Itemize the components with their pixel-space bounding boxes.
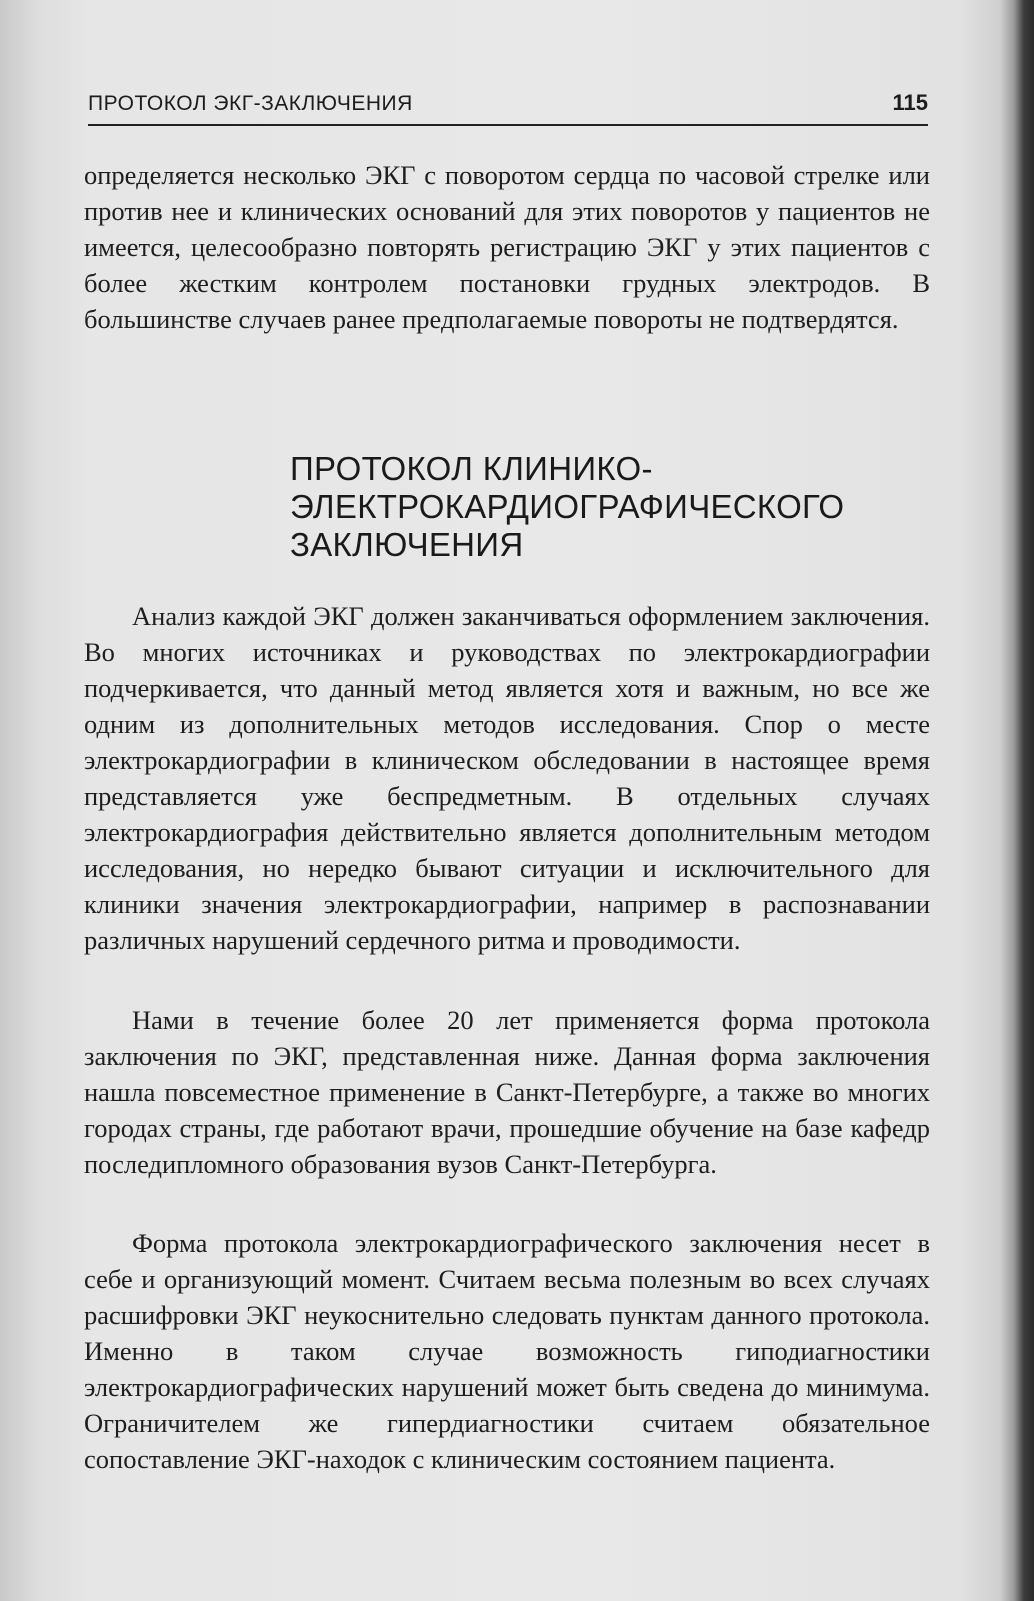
section-heading-line-2: ЭЛЕКТРОКАРДИОГРАФИЧЕСКОГО — [290, 488, 845, 525]
running-header — [88, 90, 928, 126]
paragraph-1: Анализ каждой ЭКГ должен заканчиваться оформлением заключения. Во многих источниках и руководствах по электрокардиографии подчеркивается, что данный метод является хотя и важным, но все же одним из дополнительных методов исследования. Спор о месте электрокардиографии в клиническом обследовании в настоящее время представляется уже беспредметным. В отдельных случаях электрокардиография действительно является дополнительным методом исследования, но нередко бывают ситуации и исключительного для клиники значения электрокардиографии, например в распознавании различных нарушений сердечного ритма и проводимости. — [84, 601, 930, 955]
paragraph-3-block — [84, 1225, 930, 1477]
paragraph-1-block — [84, 598, 930, 958]
intro-paragraph-block — [84, 157, 930, 337]
section-heading-line-3: ЗАКЛЮЧЕНИЯ — [290, 526, 524, 563]
page-number: 115 — [892, 90, 928, 115]
section-heading-line-1: ПРОТОКОЛ КЛИНИКО- — [290, 450, 653, 487]
paragraph-2: Нами в течение более 20 лет применяется форма протокола заключения по ЭКГ, представленная ниже. Данная форма заключения нашла повсеместное применение в Санкт-Петербурге, а также во многих городах страны, где работают врачи, прошедшие обучение на базе кафедр последипломного образования вузов Санкт-Петербурга. — [84, 1005, 930, 1179]
paragraph-3: Форма протокола электрокардиографического заключения несет в себе и организующий момент. Считаем весьма полезным во всех случаях расшифровки ЭКГ неукоснительно следовать пунктам данного протокола. Именно в таком случае возможность гиподиагностики электрокардиографических нарушений может быть сведена до минимума. Ограничителем же гипердиагностики считаем обязательное сопоставление ЭКГ-находок с клиническим состоянием пациента. — [84, 1228, 930, 1474]
intro-paragraph: определяется несколько ЭКГ с поворотом сердца по часовой стрелке или против нее и клинических оснований для этих поворотов у пациентов не имеется, целесообразно повторять регистрацию ЭКГ у этих пациентов с более жестким контролем постановки грудных электродов. В большинстве случаев ранее предполагаемые повороты не подтвердятся. — [84, 160, 930, 334]
running-header-title: ПРОТОКОЛ ЭКГ-ЗАКЛЮЧЕНИЯ — [88, 92, 413, 115]
section-heading — [290, 450, 930, 564]
paragraph-2-block — [84, 1002, 930, 1182]
